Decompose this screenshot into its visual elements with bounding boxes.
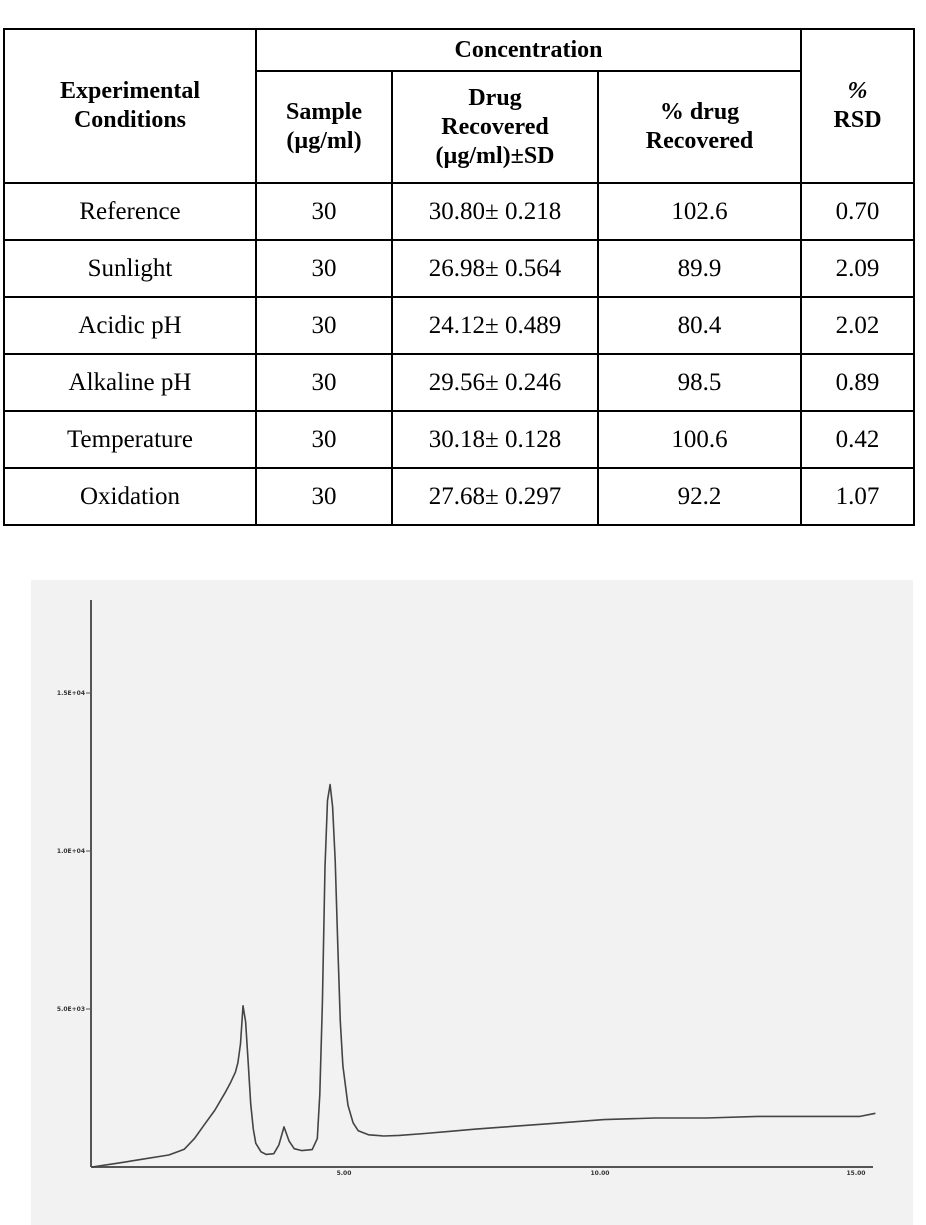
cell-condition: Alkaline pH (4, 354, 256, 411)
table-row (4, 183, 914, 240)
cell-rsd: 2.02 (801, 297, 914, 354)
cell-percent: 100.6 (598, 411, 801, 468)
y-ticks (57, 690, 91, 1013)
header-line: Experimental (60, 78, 200, 104)
cell-percent: 89.9 (598, 240, 801, 297)
cell-percent: 98.5 (598, 354, 801, 411)
header-line: (µg/ml) (286, 128, 362, 154)
x-ticks (337, 1170, 866, 1177)
header-line: Conditions (73, 107, 187, 133)
header-rsd (801, 29, 914, 183)
header-line: RSD (833, 107, 882, 133)
cell-rsd: 1.07 (801, 468, 914, 525)
cell-condition: Acidic pH (4, 297, 256, 354)
cell-sample: 30 (256, 240, 392, 297)
cell-rsd: 0.89 (801, 354, 914, 411)
x-tick-label: 5.00 (336, 1170, 352, 1177)
cell-condition: Oxidation (4, 468, 256, 525)
table-row (4, 240, 914, 297)
table-row (4, 297, 914, 354)
cell-sample: 30 (256, 468, 392, 525)
header-percent-recovered (598, 71, 801, 183)
header-drug-recovered (392, 71, 598, 183)
chromatogram-trace (92, 785, 875, 1167)
cell-rsd: 0.42 (801, 411, 914, 468)
cell-percent: 92.2 (598, 468, 801, 525)
cell-sample: 30 (256, 354, 392, 411)
cell-percent: 80.4 (598, 297, 801, 354)
y-tick-label: 5.0E+03 (56, 1006, 85, 1013)
cell-recovered: 30.18± 0.128 (392, 411, 598, 468)
cell-percent: 102.6 (598, 183, 801, 240)
chromatogram-chart (31, 580, 913, 1225)
cell-condition: Sunlight (4, 240, 256, 297)
y-tick-label: 1.0E+04 (56, 848, 85, 855)
cell-recovered: 30.80± 0.218 (392, 183, 598, 240)
chromatogram-panel (31, 580, 913, 1225)
x-tick-label: 15.00 (846, 1170, 866, 1177)
header-line: Sample (285, 99, 362, 125)
cell-rsd: 2.09 (801, 240, 914, 297)
cell-sample: 30 (256, 411, 392, 468)
results-table-container (3, 28, 915, 526)
cell-condition: Temperature (4, 411, 256, 468)
y-tick-label: 1.5E+04 (56, 690, 85, 697)
cell-rsd: 0.70 (801, 183, 914, 240)
cell-sample: 30 (256, 297, 392, 354)
header-line: % (847, 78, 868, 104)
cell-recovered: 27.68± 0.297 (392, 468, 598, 525)
table-row (4, 468, 914, 525)
table-row (4, 354, 914, 411)
header-line: Recovered (441, 113, 549, 140)
header-sample (256, 71, 392, 183)
header-line: (µg/ml)±SD (435, 142, 555, 169)
cell-recovered: 26.98± 0.564 (392, 240, 598, 297)
header-line: Recovered (645, 128, 754, 154)
header-line: Drug (468, 84, 522, 111)
forced-degradation-table (3, 28, 915, 526)
cell-recovered: 24.12± 0.489 (392, 297, 598, 354)
header-line: % drug (659, 99, 740, 125)
table-row (4, 411, 914, 468)
x-tick-label: 10.00 (590, 1170, 610, 1177)
cell-sample: 30 (256, 183, 392, 240)
header-experimental-conditions (4, 29, 256, 183)
header-concentration: Concentration (256, 29, 801, 71)
cell-condition: Reference (4, 183, 256, 240)
cell-recovered: 29.56± 0.246 (392, 354, 598, 411)
